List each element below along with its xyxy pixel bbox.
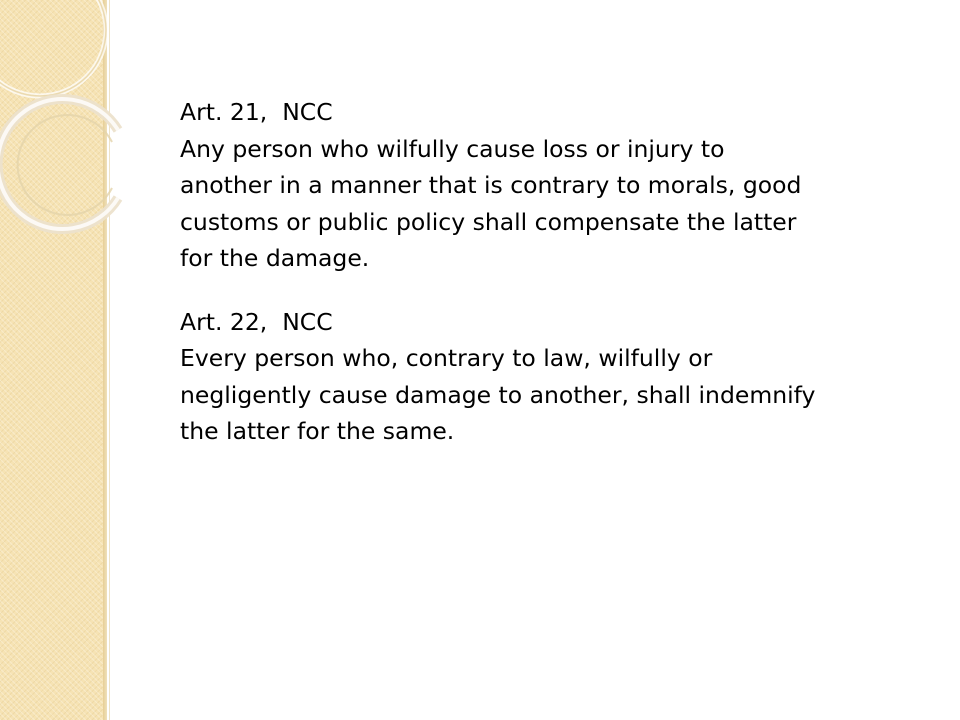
article-heading: Art. 22, NCC bbox=[180, 307, 333, 336]
article-heading: Art. 21, NCC bbox=[180, 98, 333, 126]
slide-content bbox=[180, 94, 820, 477]
article-21 bbox=[180, 94, 820, 277]
circle-ornament-icon bbox=[0, 0, 130, 240]
article-text: Every person who, contrary to law, wilfully or negligently cause damage to another, shall indemnify the latter for the same. bbox=[180, 344, 816, 445]
article-22 bbox=[180, 304, 820, 450]
article-text: Any person who wilfully cause loss or injury to another in a manner that is contrary to morals, good customs or public policy shall compensate the latter for the damage. bbox=[180, 134, 802, 272]
